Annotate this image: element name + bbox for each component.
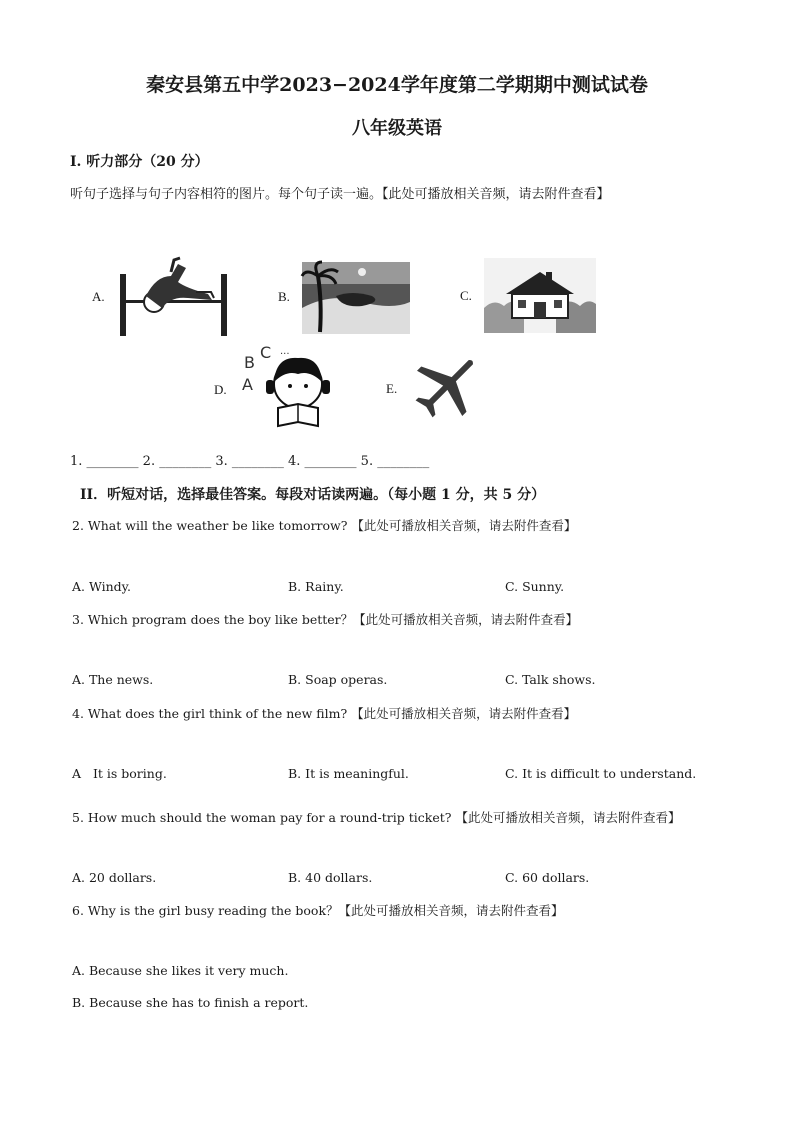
question-4-option-b[interactable]: B. It is meaningful. xyxy=(288,766,409,781)
question-3-option-c[interactable]: C. Talk shows. xyxy=(505,672,596,687)
high-jump-icon xyxy=(116,256,231,338)
question-3-option-b[interactable]: B. Soap operas. xyxy=(288,672,388,687)
picture-a-label: A. xyxy=(92,289,105,304)
question-4-option-a[interactable]: A It is boring. xyxy=(72,766,167,781)
question-2-option-c[interactable]: C. Sunny. xyxy=(505,579,565,594)
question-2-option-a[interactable]: A. Windy. xyxy=(72,579,132,594)
svg-text:B: B xyxy=(244,353,255,372)
svg-text:C: C xyxy=(260,343,272,362)
question-6-option-a[interactable]: A. Because she likes it very much. xyxy=(72,963,289,978)
question-5-option-b[interactable]: B. 40 dollars. xyxy=(288,870,373,885)
question-6-option-b[interactable]: B. Because she has to finish a report. xyxy=(72,995,309,1010)
section2-heading: II．听短对话，选择最佳答案。每段对话读两遍。（每小题 1 分，共 5 分） xyxy=(80,487,546,503)
section1-instruction: 听句子选择与句子内容相符的图片。每个句子读一遍。【此处可播放相关音频，请去附件查看】 xyxy=(70,187,610,202)
svg-text:A: A xyxy=(242,375,253,394)
picture-c-label: C. xyxy=(460,288,472,303)
girl-reading-headphones-icon xyxy=(240,343,340,432)
question-2-option-b[interactable]: B. Rainy. xyxy=(288,579,344,594)
section1-heading: I. 听力部分（20 分） xyxy=(70,154,209,170)
question-5-option-c[interactable]: C. 60 dollars. xyxy=(505,870,590,885)
question-3-option-a[interactable]: A. The news. xyxy=(72,672,154,687)
airplane-icon xyxy=(410,350,482,424)
beach-palm-icon xyxy=(302,262,410,334)
house-icon xyxy=(484,258,596,333)
picture-d-label: D. xyxy=(214,382,227,397)
question-3: 3. Which program does the boy like better？【此处可播放相关音频，请去附件查看】 xyxy=(72,612,579,627)
picture-b-label: B. xyxy=(278,289,290,304)
picture-e-label: E. xyxy=(386,381,398,396)
question-6: 6. Why is the girl busy reading the book？【此处可播放相关音频，请去附件查看】 xyxy=(72,903,564,918)
question-4: 4. What does the girl think of the new film? 【此处可播放相关音频，请去附件查看】 xyxy=(72,706,577,721)
question-4-option-c[interactable]: C. It is difficult to understand. xyxy=(505,766,697,781)
answer-blanks: 1. ________ 2. ________ 3. ________ 4. ________ 5. ________ xyxy=(70,454,430,469)
page-title: 秦安县第五中学2023−2024学年度第二学期期中测试试卷 xyxy=(146,74,648,96)
question-2: 2. What will the weather be like tomorrow? 【此处可播放相关音频，请去附件查看】 xyxy=(72,518,577,533)
page-subtitle: 八年级英语 xyxy=(352,118,442,139)
svg-text:...: ... xyxy=(280,346,290,357)
question-5-option-a[interactable]: A. 20 dollars. xyxy=(72,870,157,885)
question-5: 5. How much should the woman pay for a round-trip ticket? 【此处可播放相关音频，请去附件查看】 xyxy=(72,810,681,825)
